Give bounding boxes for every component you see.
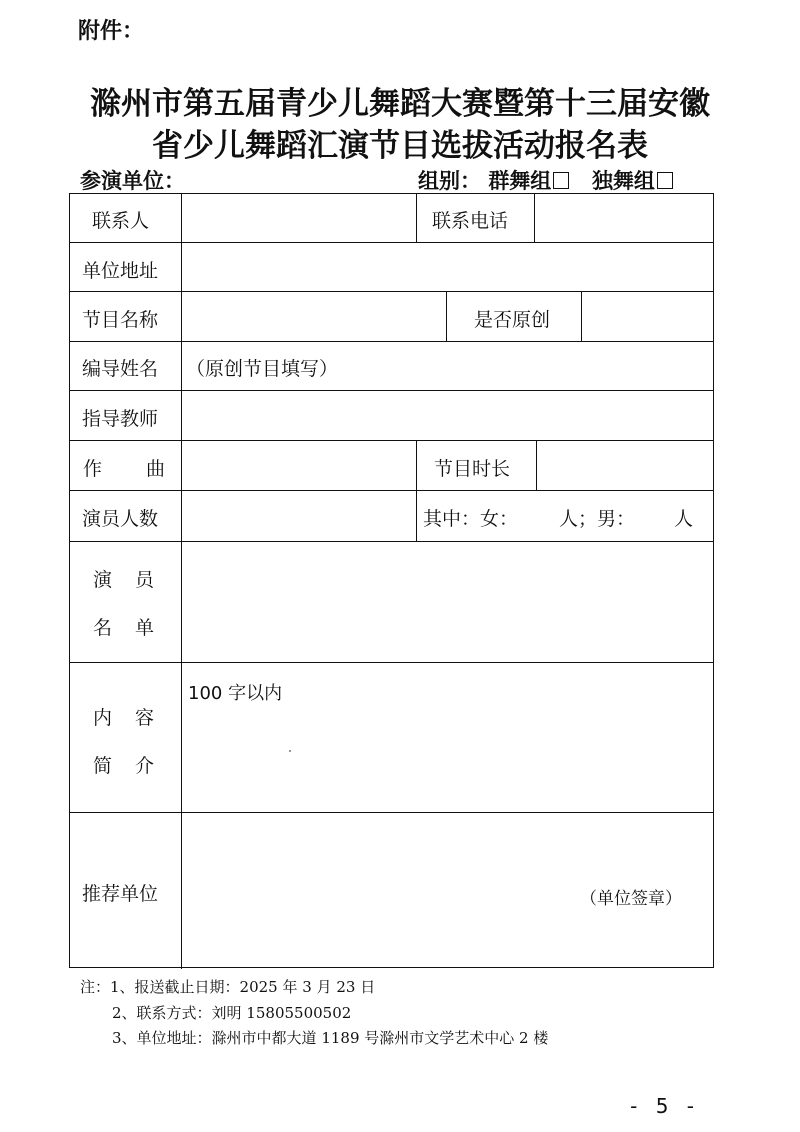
composer-label-1: 作 [83, 458, 103, 480]
content-intro-label-1: 内 [93, 707, 113, 729]
duration-field[interactable] [538, 442, 711, 488]
attachment-label: 附件： [78, 19, 145, 44]
performer-list-label-4: 单 [135, 617, 155, 639]
content-intro-hint: 100 字以内 [188, 683, 283, 704]
note-deadline: 注：1、报送截止日期：2025 年 3 月 23 日 [80, 978, 376, 996]
content-intro-label-4: 介 [135, 755, 155, 777]
instructor-label: 指导教师 [82, 408, 159, 430]
contact-person-label: 联系人 [92, 210, 150, 232]
participant-unit-label: 参演单位： [80, 169, 185, 193]
page-number: - 5 - [630, 1094, 700, 1118]
choreographer-label: 编导姓名 [82, 358, 159, 380]
performer-count-label: 演员人数 [82, 508, 159, 530]
contact-phone-field[interactable] [536, 196, 711, 240]
choreographer-hint: （原创节目填写） [186, 358, 339, 380]
content-intro-label-3: 简 [93, 755, 113, 777]
gender-breakdown-prefix: 其中：女： [423, 508, 519, 530]
unit-address-label: 单位地址 [82, 260, 159, 282]
performer-list-label-2: 员 [135, 569, 155, 591]
program-name-field[interactable] [183, 293, 444, 339]
contact-person-field[interactable] [183, 196, 414, 240]
group-selector [418, 165, 673, 195]
recommending-unit-label: 推荐单位 [82, 883, 159, 905]
group-label: 组别： [418, 169, 481, 193]
content-intro-label-2: 容 [135, 707, 155, 729]
performer-list-field[interactable] [183, 543, 711, 660]
duration-label: 节目时长 [434, 458, 511, 480]
performer-list-label-3: 名 [93, 617, 113, 639]
seal-note: （单位签章） [580, 889, 682, 909]
performer-count-field[interactable] [183, 492, 414, 539]
contact-phone-label: 联系电话 [432, 210, 509, 232]
is-original-field[interactable] [583, 293, 711, 339]
program-name-label: 节目名称 [82, 309, 159, 331]
solo-checkbox[interactable] [657, 172, 673, 189]
gender-breakdown-male-unit: 人 [674, 508, 694, 530]
is-original-label: 是否原创 [474, 309, 551, 331]
form-title-line-2: 省少儿舞蹈汇演节目选拔活动报名表 [152, 128, 648, 164]
note-address: 3、单位地址：滁州市中都大道 1189 号滁州市文学艺术中心 2 楼 [112, 1029, 549, 1047]
performer-list-label-1: 演 [93, 569, 113, 591]
composer-label-2: 曲 [146, 458, 166, 480]
unit-address-field[interactable] [183, 244, 711, 289]
composer-field[interactable] [183, 442, 414, 488]
ensemble-checkbox[interactable] [553, 172, 569, 189]
group-option-ensemble: 群舞组 [488, 169, 552, 193]
instructor-field[interactable] [183, 392, 711, 438]
registration-form-table [69, 193, 714, 968]
form-title-line-1: 滁州市第五届青少儿舞蹈大赛暨第十三届安徽 [90, 86, 710, 122]
group-option-solo: 独舞组 [591, 169, 655, 193]
gender-breakdown-female-unit: 人；男： [559, 508, 636, 530]
note-contact: 2、联系方式：刘明 15805500502 [112, 1004, 352, 1022]
